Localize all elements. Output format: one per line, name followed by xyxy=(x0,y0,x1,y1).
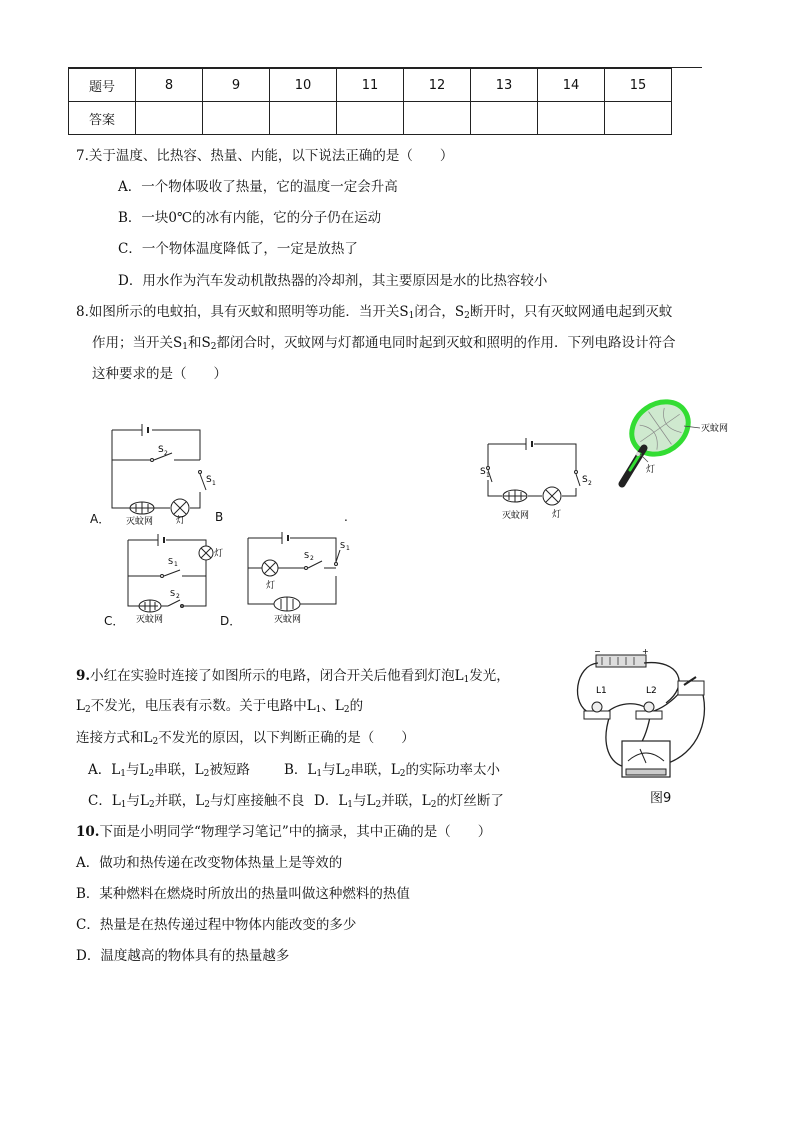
table-cell: 12 xyxy=(404,69,471,102)
q8-label-c: C． xyxy=(104,614,125,628)
q9-option-c: C．$L_1$与$L_2$并联，$L_2$与灯座接触不良 xyxy=(88,793,305,810)
table-cell: 10 xyxy=(270,69,337,102)
q8-label-a: A． xyxy=(90,512,111,526)
q7-option-a: A．一个物体吸收了热量，它的温度一定会升高 xyxy=(118,179,398,195)
answer-table xyxy=(68,68,672,135)
svg-text:L1: L1 xyxy=(596,686,607,696)
table-cell: 13 xyxy=(471,69,538,102)
q10-stem: 10.下面是小明同学“物理学习笔记”中的摘录，其中正确的是（ ） xyxy=(76,824,492,840)
answer-cell[interactable] xyxy=(404,102,471,135)
svg-text:灯: 灯 xyxy=(214,549,224,559)
q7-option-c: C．一个物体温度降低了，一定是放热了 xyxy=(118,241,358,257)
svg-text:2: 2 xyxy=(164,450,168,457)
mosquito-racket-image xyxy=(600,396,740,496)
svg-text:S: S xyxy=(158,445,164,455)
svg-text:1: 1 xyxy=(486,472,490,479)
svg-text:S: S xyxy=(480,467,486,477)
q9-line-3: 连接方式和$L_2$不发光的原因，以下判断正确的是（ ） xyxy=(76,730,415,747)
svg-text:灯: 灯 xyxy=(266,581,276,591)
svg-text:+: + xyxy=(642,647,649,656)
svg-text:1: 1 xyxy=(346,545,350,552)
q8-label-b: B xyxy=(215,510,224,524)
answer-cell[interactable] xyxy=(471,102,538,135)
q8-line-3: 这种要求的是（ ） xyxy=(92,366,227,382)
answer-cell[interactable] xyxy=(605,102,672,135)
svg-text:灯: 灯 xyxy=(176,516,186,526)
table-cell: 11 xyxy=(337,69,404,102)
svg-text:S: S xyxy=(582,475,588,485)
q7-option-d: D．用水作为汽车发动机散热器的冷却剂，其主要原因是水的比热容较小 xyxy=(118,273,548,289)
svg-text:2: 2 xyxy=(176,593,180,600)
circuit-diagram-a xyxy=(100,420,230,525)
table-cell: 9 xyxy=(203,69,270,102)
figure-9-caption: 图9 xyxy=(650,791,672,806)
q7-stem: 7.关于温度、比热容、热量、内能，以下说法正确的是（ ） xyxy=(76,148,454,164)
answer-cell[interactable] xyxy=(538,102,605,135)
answer-cell[interactable] xyxy=(136,102,203,135)
q8-line-1: 8.如图所示的电蚊拍，具有灭蚊和照明等功能．当开关$S_1$闭合，$S_2$断开时，只有灭蚊网通电起到灭蚊 xyxy=(76,304,673,321)
q9-option-a: A．$L_1$与$L_2$串联，$L_2$被短路 xyxy=(88,762,250,779)
circuit-diagram-d xyxy=(240,528,360,626)
svg-text:−: − xyxy=(594,647,601,656)
q10-option-a: A．做功和热传递在改变物体热量上是等效的 xyxy=(76,855,343,871)
svg-text:灭蚊网: 灭蚊网 xyxy=(502,511,530,521)
q9-line-1: 9.小红在实验时连接了如图所示的电路，闭合开关后他看到灯泡$L_1$发光， xyxy=(76,668,510,685)
table-cell: 答案 xyxy=(69,102,136,135)
q9-option-b: B．$L_1$与$L_2$串联，$L_2$的实际功率太小 xyxy=(284,762,501,779)
svg-text:1: 1 xyxy=(174,561,178,568)
svg-text:灭蚊网: 灭蚊网 xyxy=(126,517,154,527)
svg-text:S: S xyxy=(170,589,176,598)
q7-option-b: B．一块0℃的冰有内能，它的分子仍在运动 xyxy=(118,210,382,226)
q10-option-d: D．温度越高的物体具有的热量越多 xyxy=(76,948,290,964)
svg-text:灭蚊网: 灭蚊网 xyxy=(136,615,164,625)
svg-text:S: S xyxy=(304,551,310,560)
svg-text:1: 1 xyxy=(212,480,216,487)
q9-option-d: D．$L_1$与$L_2$并联，$L_2$的灯丝断了 xyxy=(314,793,504,810)
svg-text:S: S xyxy=(206,475,212,485)
svg-text:灭蚊网: 灭蚊网 xyxy=(701,424,729,434)
table-cell: 15 xyxy=(605,69,672,102)
circuit-diagram-b xyxy=(478,432,593,522)
answer-cell[interactable] xyxy=(203,102,270,135)
svg-text:灯: 灯 xyxy=(646,465,656,475)
q10-option-b: B．某种燃料在燃烧时所放出的热量叫做这种燃料的热值 xyxy=(76,886,410,902)
circuit-diagram-c xyxy=(120,530,224,625)
table-cell: 8 xyxy=(136,69,203,102)
q8-label-d: D． xyxy=(220,614,242,628)
q8-label-dot: . xyxy=(344,510,348,524)
q8-line-2: 作用；当开关$S_1$和$S_2$都闭合时，灭蚊网与灯都通电同时起到灭蚊和照明的作用．下列电路设计符合 xyxy=(92,335,676,352)
svg-text:L2: L2 xyxy=(646,686,657,696)
answer-table-answer-row xyxy=(69,102,672,135)
svg-text:S: S xyxy=(168,557,174,566)
svg-text:S: S xyxy=(340,541,346,550)
answer-cell[interactable] xyxy=(270,102,337,135)
svg-text:2: 2 xyxy=(588,480,592,487)
figure-9-circuit-photo xyxy=(570,645,720,790)
answer-cell[interactable] xyxy=(337,102,404,135)
table-cell: 题号 xyxy=(69,69,136,102)
svg-text:灭蚊网: 灭蚊网 xyxy=(274,615,302,625)
svg-text:灯: 灯 xyxy=(552,510,562,520)
answer-table-header-row xyxy=(69,69,672,102)
q9-line-2: $L_2$不发光，电压表有示数。关于电路中$L_1$、$L_2$的 xyxy=(76,698,364,715)
q10-option-c: C．热量是在热传递过程中物体内能改变的多少 xyxy=(76,917,357,933)
table-cell: 14 xyxy=(538,69,605,102)
svg-text:2: 2 xyxy=(310,555,314,562)
